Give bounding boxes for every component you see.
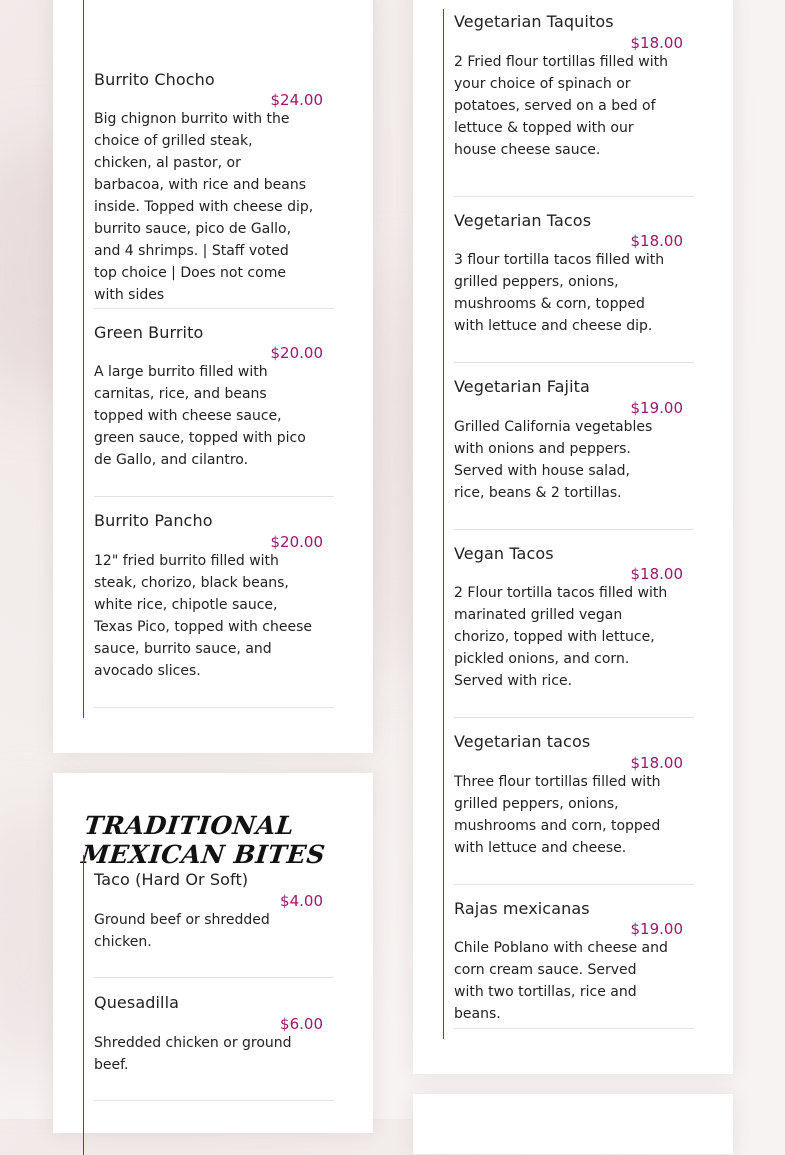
menu-item-name: Vegan Tacos [454, 544, 554, 563]
menu-item[interactable] [454, 896, 694, 1029]
menu-item-description: Big chignon burrito with the choice of grilled steak, chicken, al pastor, or barbacoa, with rice and beans inside. Topped with cheese dip, burrito sauce, pico de Gallo, and 4 shrimps. | Staff voted top choice | Does not come with sides [94, 111, 314, 303]
menu-item[interactable] [94, 320, 334, 497]
menu-item[interactable] [454, 9, 694, 197]
menu-item-name: Quesadilla [94, 993, 180, 1012]
menu-item-price: $20.00 [270, 533, 323, 551]
menu-item[interactable] [454, 541, 694, 718]
menu-item-list [83, 0, 334, 718]
menu-item[interactable] [94, 508, 334, 708]
menu-item-price: $24.00 [270, 91, 323, 109]
menu-item-description: 12" fried burrito filled with steak, chorizo, black beans, white rice, chipotle sauce, Texas Pico, topped with cheese sauce, burrito sauce, and avocado slices. [94, 553, 312, 679]
menu-item-name: Vegetarian Fajita [454, 377, 590, 396]
menu-item-description: Grilled California vegetables with onions and peppers. Served with house salad, rice, beans & 2 tortillas. [454, 419, 653, 501]
menu-item-name: Vegetarian tacos [454, 732, 591, 751]
menu-item-name: Burrito Pancho [94, 511, 213, 530]
menu-item-name: Vegetarian Tacos [454, 211, 592, 230]
menu-item-price: $20.00 [270, 344, 323, 362]
menu-item-price: $18.00 [630, 565, 683, 583]
menu-item[interactable] [94, 990, 334, 1101]
menu-item-description: Chile Poblano with cheese and corn cream sauce. Served with two tortillas, rice and beans. [454, 940, 668, 1022]
menu-item-description: 2 Flour tortilla tacos filled with marinated grilled vegan chorizo, topped with lettuce, pickled onions, and corn. Served with rice. [454, 585, 668, 689]
menu-item-name: Rajas mexicanas [454, 899, 590, 918]
menu-item-list [83, 855, 334, 1155]
menu-item-price: $19.00 [630, 920, 683, 938]
menu-item-description: 3 flour tortilla tacos filled with grilled peppers, onions, mushrooms & corn, topped with lettuce and cheese dip. [454, 252, 665, 334]
section-title: TRADITIONAL MEXICAN BITES [79, 811, 327, 869]
menu-item-price: $18.00 [630, 34, 683, 52]
menu-item-price: $6.00 [280, 1015, 323, 1033]
menu-item-description: Ground beef or shredded chicken. [94, 912, 270, 950]
menu-item-price: $19.00 [630, 399, 683, 417]
menu-item-description: Shredded chicken or ground beef. [94, 1035, 292, 1073]
menu-item-name: Green Burrito [94, 323, 204, 342]
menu-item-price: $18.00 [630, 754, 683, 772]
menu-item-list [443, 9, 694, 1039]
menu-card-traditional-bites [53, 773, 373, 1133]
menu-item[interactable] [454, 729, 694, 885]
menu-item-name: Burrito Chocho [94, 70, 215, 89]
menu-item[interactable] [94, 867, 334, 978]
menu-item-name: Taco (Hard Or Soft) [94, 870, 249, 889]
menu-item[interactable] [454, 208, 694, 363]
menu-card-next [413, 1094, 733, 1154]
menu-item-price: $4.00 [280, 892, 323, 910]
menu-card-vegetarian [413, 0, 733, 1074]
menu-item-description: A large burrito filled with carnitas, rice, and beans topped with cheese sauce, green sauce, topped with pico de Gallo, and cilantro. [94, 364, 306, 468]
menu-item[interactable] [454, 374, 694, 530]
menu-item-description: 2 Fried flour tortillas filled with your choice of spinach or potatoes, served on a bed of lettuce & topped with our house cheese sauce. [454, 54, 668, 158]
menu-card-burritos [53, 0, 373, 753]
menu-item-name: Vegetarian Taquitos [454, 12, 614, 31]
menu-item-description: Three flour tortillas filled with grilled peppers, onions, mushrooms and corn, topped with lettuce and cheese. [454, 774, 661, 856]
menu-item[interactable] [94, 67, 334, 309]
menu-item-price: $18.00 [630, 232, 683, 250]
